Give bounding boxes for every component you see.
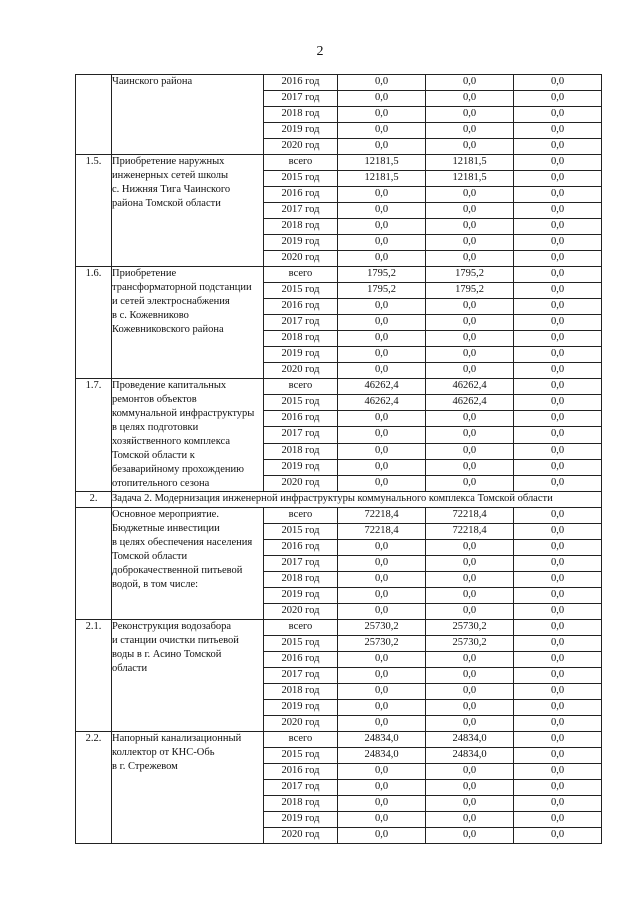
- total-value-cell: 0,0: [338, 588, 426, 604]
- period-cell: 2018 год: [264, 572, 338, 588]
- period-cell: 2019 год: [264, 347, 338, 363]
- item-name: Приобретение наружных инженерных сетей школы с. Нижняя Тига Чаинского района Томской области: [112, 155, 264, 267]
- regional-value-cell: 0,0: [426, 796, 514, 812]
- other-value-cell: 0,0: [514, 155, 602, 171]
- table-row: [76, 267, 602, 283]
- item-name: Чаинского района: [112, 75, 264, 155]
- total-value-cell: 0,0: [338, 828, 426, 844]
- period-cell: 2017 год: [264, 91, 338, 107]
- total-value-cell: 0,0: [338, 716, 426, 732]
- other-value-cell: 0,0: [514, 123, 602, 139]
- other-value-cell: 0,0: [514, 732, 602, 748]
- table-row: [76, 75, 602, 91]
- period-cell: 2015 год: [264, 524, 338, 540]
- other-value-cell: 0,0: [514, 828, 602, 844]
- period-cell: 2017 год: [264, 668, 338, 684]
- other-value-cell: 0,0: [514, 395, 602, 411]
- total-value-cell: 1795,2: [338, 267, 426, 283]
- regional-value-cell: 0,0: [426, 459, 514, 475]
- regional-value-cell: 24834,0: [426, 748, 514, 764]
- total-value-cell: 0,0: [338, 235, 426, 251]
- item-name: Напорный канализационный коллектор от КНС-Обь в г. Стрежевом: [112, 732, 264, 844]
- other-value-cell: 0,0: [514, 716, 602, 732]
- total-value-cell: 0,0: [338, 187, 426, 203]
- item-number: 2.1.: [76, 620, 112, 732]
- period-cell: всего: [264, 732, 338, 748]
- other-value-cell: 0,0: [514, 475, 602, 491]
- other-value-cell: 0,0: [514, 572, 602, 588]
- period-cell: 2018 год: [264, 219, 338, 235]
- regional-value-cell: 0,0: [426, 91, 514, 107]
- other-value-cell: 0,0: [514, 812, 602, 828]
- other-value-cell: 0,0: [514, 620, 602, 636]
- table-row: [76, 155, 602, 171]
- item-number: 1.7.: [76, 379, 112, 492]
- regional-value-cell: 0,0: [426, 187, 514, 203]
- total-value-cell: 0,0: [338, 780, 426, 796]
- other-value-cell: 0,0: [514, 107, 602, 123]
- item-name: Основное мероприятие. Бюджетные инвестиции в целях обеспечения населения Томской области доброкачественной питьевой водой, в том числе:: [112, 508, 264, 620]
- regional-value-cell: 0,0: [426, 540, 514, 556]
- budget-table: [75, 74, 602, 844]
- period-cell: 2018 год: [264, 796, 338, 812]
- total-value-cell: 0,0: [338, 812, 426, 828]
- total-value-cell: 0,0: [338, 459, 426, 475]
- other-value-cell: 0,0: [514, 508, 602, 524]
- regional-value-cell: 0,0: [426, 812, 514, 828]
- period-cell: 2017 год: [264, 315, 338, 331]
- total-value-cell: 0,0: [338, 475, 426, 491]
- regional-value-cell: 1795,2: [426, 267, 514, 283]
- period-cell: всего: [264, 620, 338, 636]
- other-value-cell: 0,0: [514, 235, 602, 251]
- regional-value-cell: 0,0: [426, 780, 514, 796]
- period-cell: всего: [264, 379, 338, 395]
- total-value-cell: 12181,5: [338, 171, 426, 187]
- other-value-cell: 0,0: [514, 748, 602, 764]
- other-value-cell: 0,0: [514, 588, 602, 604]
- total-value-cell: 12181,5: [338, 155, 426, 171]
- total-value-cell: 0,0: [338, 347, 426, 363]
- item-number: [76, 75, 112, 155]
- regional-value-cell: 46262,4: [426, 379, 514, 395]
- period-cell: 2015 год: [264, 748, 338, 764]
- regional-value-cell: 0,0: [426, 668, 514, 684]
- task-row: [76, 492, 602, 508]
- regional-value-cell: 0,0: [426, 75, 514, 91]
- page-number: 2: [316, 44, 324, 59]
- other-value-cell: 0,0: [514, 75, 602, 91]
- total-value-cell: 24834,0: [338, 748, 426, 764]
- regional-value-cell: 0,0: [426, 572, 514, 588]
- period-cell: всего: [264, 155, 338, 171]
- other-value-cell: 0,0: [514, 427, 602, 443]
- regional-value-cell: 0,0: [426, 604, 514, 620]
- regional-value-cell: 0,0: [426, 443, 514, 459]
- other-value-cell: 0,0: [514, 315, 602, 331]
- other-value-cell: 0,0: [514, 139, 602, 155]
- period-cell: 2020 год: [264, 251, 338, 267]
- other-value-cell: 0,0: [514, 219, 602, 235]
- other-value-cell: 0,0: [514, 379, 602, 395]
- regional-value-cell: 0,0: [426, 107, 514, 123]
- other-value-cell: 0,0: [514, 187, 602, 203]
- total-value-cell: 0,0: [338, 219, 426, 235]
- other-value-cell: 0,0: [514, 540, 602, 556]
- regional-value-cell: 72218,4: [426, 524, 514, 540]
- total-value-cell: 0,0: [338, 251, 426, 267]
- other-value-cell: 0,0: [514, 524, 602, 540]
- total-value-cell: 46262,4: [338, 395, 426, 411]
- period-cell: 2020 год: [264, 363, 338, 379]
- total-value-cell: 0,0: [338, 75, 426, 91]
- period-cell: 2020 год: [264, 475, 338, 491]
- period-cell: 2019 год: [264, 123, 338, 139]
- period-cell: 2015 год: [264, 636, 338, 652]
- total-value-cell: 0,0: [338, 572, 426, 588]
- other-value-cell: 0,0: [514, 251, 602, 267]
- period-cell: 2017 год: [264, 780, 338, 796]
- period-cell: 2015 год: [264, 283, 338, 299]
- regional-value-cell: 0,0: [426, 251, 514, 267]
- item-number: [76, 508, 112, 620]
- total-value-cell: 25730,2: [338, 620, 426, 636]
- total-value-cell: 0,0: [338, 315, 426, 331]
- regional-value-cell: 12181,5: [426, 155, 514, 171]
- regional-value-cell: 46262,4: [426, 395, 514, 411]
- other-value-cell: 0,0: [514, 331, 602, 347]
- other-value-cell: 0,0: [514, 700, 602, 716]
- table-row: [76, 379, 602, 395]
- regional-value-cell: 0,0: [426, 235, 514, 251]
- period-cell: 2016 год: [264, 652, 338, 668]
- item-name: Реконструкция водозабора и станции очистки питьевой воды в г. Асино Томской области: [112, 620, 264, 732]
- regional-value-cell: 0,0: [426, 700, 514, 716]
- total-value-cell: 0,0: [338, 331, 426, 347]
- regional-value-cell: 0,0: [426, 588, 514, 604]
- period-cell: всего: [264, 508, 338, 524]
- regional-value-cell: 12181,5: [426, 171, 514, 187]
- period-cell: всего: [264, 267, 338, 283]
- regional-value-cell: 0,0: [426, 828, 514, 844]
- item-number: 2.2.: [76, 732, 112, 844]
- total-value-cell: 0,0: [338, 540, 426, 556]
- period-cell: 2016 год: [264, 540, 338, 556]
- period-cell: 2019 год: [264, 812, 338, 828]
- period-cell: 2018 год: [264, 107, 338, 123]
- regional-value-cell: 0,0: [426, 411, 514, 427]
- total-value-cell: 0,0: [338, 604, 426, 620]
- other-value-cell: 0,0: [514, 556, 602, 572]
- total-value-cell: 0,0: [338, 652, 426, 668]
- period-cell: 2015 год: [264, 171, 338, 187]
- regional-value-cell: 0,0: [426, 475, 514, 491]
- other-value-cell: 0,0: [514, 796, 602, 812]
- period-cell: 2020 год: [264, 139, 338, 155]
- total-value-cell: 24834,0: [338, 732, 426, 748]
- other-value-cell: 0,0: [514, 91, 602, 107]
- other-value-cell: 0,0: [514, 604, 602, 620]
- task-number: 2.: [76, 492, 112, 508]
- regional-value-cell: 0,0: [426, 652, 514, 668]
- regional-value-cell: 0,0: [426, 219, 514, 235]
- total-value-cell: 0,0: [338, 700, 426, 716]
- regional-value-cell: 0,0: [426, 716, 514, 732]
- regional-value-cell: 72218,4: [426, 508, 514, 524]
- period-cell: 2016 год: [264, 411, 338, 427]
- period-cell: 2016 год: [264, 764, 338, 780]
- other-value-cell: 0,0: [514, 764, 602, 780]
- total-value-cell: 0,0: [338, 764, 426, 780]
- period-cell: 2018 год: [264, 331, 338, 347]
- total-value-cell: 0,0: [338, 363, 426, 379]
- total-value-cell: 0,0: [338, 427, 426, 443]
- other-value-cell: 0,0: [514, 636, 602, 652]
- total-value-cell: 0,0: [338, 796, 426, 812]
- other-value-cell: 0,0: [514, 203, 602, 219]
- other-value-cell: 0,0: [514, 299, 602, 315]
- total-value-cell: 0,0: [338, 299, 426, 315]
- regional-value-cell: 0,0: [426, 347, 514, 363]
- item-name: Проведение капитальных ремонтов объектов коммунальной инфраструктуры в целях подготовки хозяйственного комплекса Томской области к безаварийному прохождению отопительного сезона: [112, 379, 264, 492]
- total-value-cell: 0,0: [338, 123, 426, 139]
- item-number: 1.6.: [76, 267, 112, 379]
- regional-value-cell: 25730,2: [426, 620, 514, 636]
- table-row: [76, 620, 602, 636]
- total-value-cell: 0,0: [338, 139, 426, 155]
- period-cell: 2016 год: [264, 299, 338, 315]
- regional-value-cell: 0,0: [426, 139, 514, 155]
- regional-value-cell: 0,0: [426, 684, 514, 700]
- other-value-cell: 0,0: [514, 267, 602, 283]
- regional-value-cell: 0,0: [426, 764, 514, 780]
- other-value-cell: 0,0: [514, 411, 602, 427]
- regional-value-cell: 0,0: [426, 556, 514, 572]
- other-value-cell: 0,0: [514, 347, 602, 363]
- regional-value-cell: 0,0: [426, 427, 514, 443]
- other-value-cell: 0,0: [514, 363, 602, 379]
- regional-value-cell: 0,0: [426, 123, 514, 139]
- total-value-cell: 0,0: [338, 203, 426, 219]
- table-row: [76, 508, 602, 524]
- other-value-cell: 0,0: [514, 668, 602, 684]
- period-cell: 2016 год: [264, 75, 338, 91]
- period-cell: 2018 год: [264, 684, 338, 700]
- other-value-cell: 0,0: [514, 652, 602, 668]
- regional-value-cell: 0,0: [426, 363, 514, 379]
- item-number: 1.5.: [76, 155, 112, 267]
- total-value-cell: 72218,4: [338, 524, 426, 540]
- period-cell: 2020 год: [264, 828, 338, 844]
- period-cell: 2020 год: [264, 716, 338, 732]
- total-value-cell: 0,0: [338, 556, 426, 572]
- total-value-cell: 1795,2: [338, 283, 426, 299]
- total-value-cell: 0,0: [338, 107, 426, 123]
- total-value-cell: 0,0: [338, 668, 426, 684]
- budget-table-body: [76, 75, 602, 844]
- item-name: Приобретение трансформаторной подстанции и сетей электроснабжения в с. Кожевниково Кожевниковского района: [112, 267, 264, 379]
- total-value-cell: 0,0: [338, 443, 426, 459]
- regional-value-cell: 24834,0: [426, 732, 514, 748]
- total-value-cell: 0,0: [338, 684, 426, 700]
- regional-value-cell: 0,0: [426, 331, 514, 347]
- period-cell: 2016 год: [264, 187, 338, 203]
- period-cell: 2017 год: [264, 203, 338, 219]
- regional-value-cell: 25730,2: [426, 636, 514, 652]
- period-cell: 2017 год: [264, 427, 338, 443]
- other-value-cell: 0,0: [514, 459, 602, 475]
- period-cell: 2015 год: [264, 395, 338, 411]
- other-value-cell: 0,0: [514, 780, 602, 796]
- period-cell: 2019 год: [264, 235, 338, 251]
- period-cell: 2019 год: [264, 459, 338, 475]
- total-value-cell: 46262,4: [338, 379, 426, 395]
- period-cell: 2020 год: [264, 604, 338, 620]
- regional-value-cell: 1795,2: [426, 283, 514, 299]
- table-row: [76, 732, 602, 748]
- regional-value-cell: 0,0: [426, 299, 514, 315]
- other-value-cell: 0,0: [514, 684, 602, 700]
- regional-value-cell: 0,0: [426, 203, 514, 219]
- period-cell: 2018 год: [264, 443, 338, 459]
- regional-value-cell: 0,0: [426, 315, 514, 331]
- period-cell: 2017 год: [264, 556, 338, 572]
- total-value-cell: 0,0: [338, 91, 426, 107]
- other-value-cell: 0,0: [514, 283, 602, 299]
- total-value-cell: 25730,2: [338, 636, 426, 652]
- task-title: Задача 2. Модернизация инженерной инфраструктуры коммунального комплекса Томской области: [112, 492, 602, 508]
- period-cell: 2019 год: [264, 588, 338, 604]
- other-value-cell: 0,0: [514, 443, 602, 459]
- total-value-cell: 0,0: [338, 411, 426, 427]
- total-value-cell: 72218,4: [338, 508, 426, 524]
- period-cell: 2019 год: [264, 700, 338, 716]
- other-value-cell: 0,0: [514, 171, 602, 187]
